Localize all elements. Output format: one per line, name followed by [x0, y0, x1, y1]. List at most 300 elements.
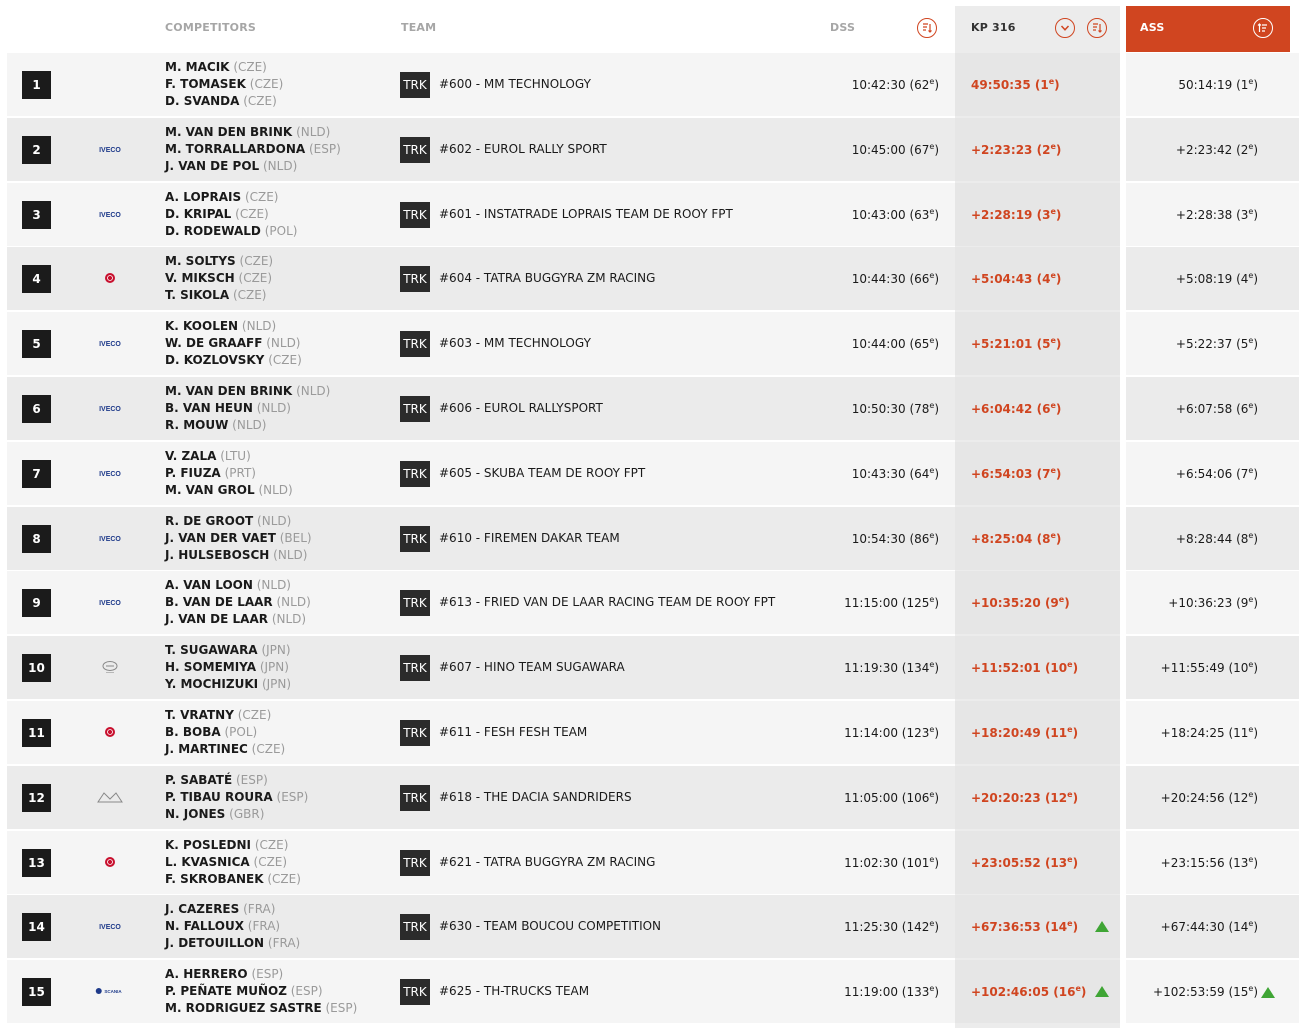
dss-position: (78	[909, 401, 930, 416]
ass-time-value: +20:24:56	[1160, 790, 1225, 805]
dss-time-value: 10:44:00	[851, 337, 906, 352]
crew-member	[165, 871, 301, 888]
ass-time	[1161, 790, 1258, 805]
ass-position: (8	[1236, 531, 1249, 546]
rank-badge: 12	[22, 784, 51, 812]
paren-close: )	[1253, 401, 1258, 416]
paren-close: )	[934, 531, 939, 546]
kp-time	[971, 142, 1061, 157]
kp-time-value: +2:28:19	[971, 207, 1033, 222]
crew-name: M. VAN DEN BRINK	[165, 124, 293, 139]
crew-nationality: (BEL)	[279, 530, 312, 545]
kp-time-value: +5:21:01	[971, 337, 1033, 352]
team-name[interactable]: #605 - SKUBA TEAM DE ROOY FPT	[439, 465, 646, 480]
crew-nationality: (CZE)	[239, 254, 274, 269]
kp-time	[971, 401, 1061, 416]
ordinal-suffix: e	[1067, 854, 1073, 864]
ordinal-suffix: e	[929, 530, 935, 540]
crew-member	[165, 611, 311, 628]
ordinal-suffix: e	[1248, 724, 1254, 734]
crew-name: J. HULSEBOSCH	[165, 547, 270, 562]
dss-position: (65	[909, 337, 930, 352]
paren-close: )	[1064, 596, 1070, 611]
kp-time-value: +2:23:23	[971, 142, 1033, 157]
crew-member	[165, 318, 302, 335]
paren-close: )	[1253, 596, 1258, 611]
crew-list	[165, 577, 311, 628]
kp-time	[971, 207, 1061, 222]
ordinal-suffix: e	[1248, 206, 1254, 216]
crew-nationality: (CZE)	[254, 837, 289, 852]
ordinal-suffix: e	[1067, 724, 1073, 734]
paren-close: )	[1253, 142, 1258, 157]
table-row[interactable]	[7, 636, 1299, 699]
ordinal-suffix: e	[1248, 271, 1254, 281]
kp-position: (9	[1044, 596, 1059, 611]
header-team: TEAM	[401, 21, 437, 34]
paren-close: )	[1253, 207, 1258, 222]
paren-close: )	[934, 142, 939, 157]
crew-nationality: (CZE)	[238, 271, 273, 286]
team-name[interactable]: #621 - TATRA BUGGYRA ZM RACING	[439, 854, 656, 869]
category-badge: TRK	[400, 526, 430, 552]
dss-time-value: 10:50:30	[851, 401, 906, 416]
crew-member	[165, 141, 341, 158]
paren-close: )	[1072, 661, 1079, 676]
dss-time	[844, 660, 939, 675]
crew-member	[165, 335, 302, 352]
hino-logo-icon	[101, 660, 119, 674]
crew-name: D. SVANDA	[165, 94, 240, 108]
kp-time	[971, 919, 1078, 934]
manufacturer-logo	[95, 788, 125, 806]
team-name[interactable]: #601 - INSTATRADE LOPRAIS TEAM DE ROOY FPT	[439, 206, 733, 221]
table-row[interactable]	[7, 766, 1299, 829]
table-row[interactable]	[7, 571, 1299, 634]
paren-close: )	[934, 272, 939, 287]
ordinal-suffix: e	[1048, 77, 1055, 86]
table-row[interactable]	[7, 312, 1299, 375]
crew-member	[165, 707, 285, 724]
ass-time	[1176, 271, 1258, 286]
kp-time-value: +20:20:23	[971, 790, 1041, 805]
ordinal-suffix: e	[1248, 984, 1254, 994]
crew-nationality: (CZE)	[232, 288, 267, 303]
crew-nationality: (ESP)	[276, 789, 309, 804]
ordinal-suffix: e	[929, 984, 935, 994]
crew-nationality: (CZE)	[268, 353, 302, 368]
dss-time	[852, 77, 939, 92]
table-row[interactable]	[7, 377, 1299, 440]
crew-name: K. POSLEDNI	[165, 837, 251, 852]
team-name[interactable]: #606 - EUROL RALLYSPORT	[439, 400, 603, 415]
category-badge: TRK	[400, 655, 430, 681]
category-badge: TRK	[400, 396, 430, 422]
ass-time	[1161, 919, 1258, 934]
dss-time-value: 11:05:00	[844, 790, 898, 805]
crew-name: M. VAN DEN BRINK	[165, 383, 293, 398]
ass-position: (2	[1236, 142, 1249, 157]
crew-member	[165, 983, 357, 1000]
ordinal-suffix: e	[929, 141, 935, 151]
position-up-arrow-icon	[1261, 987, 1275, 998]
ass-time-value: 50:14:19	[1178, 78, 1233, 92]
dss-position: (123	[901, 725, 930, 740]
ass-time-value: +18:24:25	[1160, 725, 1225, 740]
iveco-logo-icon	[95, 597, 125, 607]
ass-time	[1153, 984, 1258, 999]
team-name[interactable]: #613 - FRIED VAN DE LAAR RACING TEAM DE ROOY FPT	[439, 595, 776, 610]
crew-nationality: (CZE)	[244, 189, 279, 204]
crew-member	[165, 837, 301, 854]
dss-time	[844, 984, 939, 999]
paren-close: )	[1253, 855, 1258, 870]
crew-member	[165, 270, 273, 287]
ordinal-suffix: e	[1067, 789, 1073, 799]
table-row[interactable]	[7, 118, 1299, 181]
position-up-arrow-icon	[1095, 921, 1109, 932]
dss-time	[852, 336, 939, 351]
paren-close: )	[1253, 985, 1258, 1000]
crew-nationality: (GBR)	[229, 806, 265, 821]
ordinal-suffix: e	[1248, 465, 1254, 475]
ordinal-suffix: e	[929, 660, 935, 670]
kp-time-value: +18:20:49	[971, 725, 1041, 740]
dss-position: (106	[901, 790, 930, 805]
kp-position: (5	[1036, 337, 1051, 352]
kp-position: (6	[1036, 401, 1051, 416]
ass-position: (12	[1228, 790, 1249, 805]
dss-position: (63	[909, 207, 930, 222]
ass-time-value: +10:36:23	[1168, 596, 1233, 611]
manufacturer-logo	[95, 917, 125, 935]
crew-member	[165, 530, 312, 547]
crew-member	[165, 594, 311, 611]
crew-name: A. VAN LOON	[165, 578, 253, 593]
crew-member	[165, 253, 273, 270]
ordinal-suffix: e	[1050, 141, 1056, 151]
team-name[interactable]: #600 - MM TECHNOLOGY	[439, 77, 591, 91]
crew-list	[165, 189, 297, 240]
kp-position: (10	[1044, 661, 1068, 676]
crew-list	[165, 966, 357, 1017]
table-row[interactable]	[7, 247, 1299, 310]
dss-time-value: 11:19:00	[844, 985, 898, 1000]
crew-member	[165, 465, 293, 482]
ordinal-suffix: e	[1050, 465, 1056, 475]
crew-nationality: (LTU)	[220, 448, 251, 463]
team-name[interactable]: #607 - HINO TEAM SUGAWARA	[439, 660, 625, 675]
paren-close: )	[1253, 725, 1258, 740]
kp-time	[971, 595, 1070, 610]
kp-sort-button[interactable]	[1087, 18, 1107, 38]
ass-position: (13	[1228, 855, 1249, 870]
crew-list	[165, 124, 341, 175]
team-name[interactable]: #610 - FIREMEN DAKAR TEAM	[439, 530, 620, 545]
crew-nationality: (JPN)	[261, 677, 292, 692]
kp-position: (3	[1036, 207, 1051, 222]
crew-member	[165, 918, 300, 935]
crew-nationality: (POL)	[264, 223, 298, 238]
table-row[interactable]	[7, 701, 1299, 764]
crew-nationality: (NLD)	[232, 417, 267, 432]
ass-time	[1176, 336, 1258, 351]
dss-time	[852, 401, 939, 416]
table-row[interactable]	[7, 442, 1299, 505]
ordinal-suffix: e	[929, 400, 935, 410]
manufacturer-logo	[95, 269, 125, 287]
crew-nationality: (NLD)	[241, 319, 277, 334]
category-badge: TRK	[400, 202, 430, 228]
crew-name: R. MOUW	[165, 417, 229, 432]
paren-close: )	[1072, 725, 1079, 740]
iveco-logo-icon	[95, 209, 125, 219]
crew-nationality: (FRA)	[243, 902, 276, 917]
svg-text:IVECO: IVECO	[99, 211, 121, 219]
crew-list	[165, 901, 300, 952]
team-name[interactable]: #618 - THE DACIA SANDRIDERS	[439, 789, 632, 804]
dss-time	[852, 271, 939, 286]
kp-time	[971, 725, 1078, 740]
crew-nationality: (NLD)	[258, 482, 293, 497]
dss-time-value: 10:44:30	[851, 272, 906, 287]
crew-list	[165, 707, 285, 758]
man-logo-icon	[96, 790, 124, 804]
table-row[interactable]	[7, 960, 1299, 1023]
ass-position: (15	[1228, 985, 1249, 1000]
team-name[interactable]: #603 - MM TECHNOLOGY	[439, 336, 591, 351]
tatra-logo-icon	[104, 726, 116, 738]
paren-close: )	[1055, 142, 1062, 157]
crew-name: J. DETOUILLON	[165, 936, 265, 951]
paren-close: )	[1253, 661, 1258, 676]
paren-close: )	[1253, 78, 1258, 92]
crew-member	[165, 93, 283, 110]
kp-time-value: +11:52:01	[971, 661, 1041, 676]
crew-member	[165, 383, 330, 400]
kp-time	[971, 77, 1060, 92]
ordinal-suffix: e	[1248, 854, 1254, 864]
kp-time-value: +67:36:53	[971, 920, 1041, 935]
rank-badge: 5	[22, 330, 51, 358]
crew-nationality: (CZE)	[235, 206, 269, 221]
ass-position: (5	[1236, 337, 1249, 352]
paren-close: )	[1253, 790, 1258, 805]
crew-member	[165, 513, 312, 530]
rank-badge: 9	[22, 589, 51, 617]
paren-close: )	[1253, 531, 1258, 546]
ass-time	[1176, 142, 1258, 157]
kp-dropdown-button[interactable]	[1055, 18, 1075, 38]
ordinal-suffix: e	[1050, 206, 1056, 216]
crew-nationality: (CZE)	[251, 741, 286, 756]
crew-member	[165, 206, 297, 223]
team-name[interactable]: #602 - EUROL RALLY SPORT	[439, 141, 607, 156]
dss-sort-button[interactable]	[917, 18, 937, 38]
crew-name: P. FIUZA	[165, 465, 221, 480]
manufacturer-logo	[95, 658, 125, 676]
paren-close: )	[1072, 790, 1079, 805]
crew-name: P. PEÑATE MUÑOZ	[165, 984, 287, 999]
paren-close: )	[1072, 855, 1079, 870]
crew-nationality: (ESP)	[325, 1001, 358, 1016]
ass-time-value: +67:44:30	[1160, 920, 1225, 935]
crew-nationality: (NLD)	[256, 578, 291, 593]
crew-member	[165, 189, 297, 206]
crew-list	[165, 253, 273, 304]
manufacturer-logo	[95, 334, 125, 352]
ordinal-suffix: e	[1067, 660, 1073, 670]
crew-name: T. SIKOLA	[165, 288, 230, 303]
paren-close: )	[1253, 466, 1258, 481]
dss-position: (67	[909, 142, 930, 157]
paren-close: )	[934, 78, 939, 92]
dss-time	[844, 595, 939, 610]
kp-time-value: +10:35:20	[971, 596, 1041, 611]
ordinal-suffix: e	[929, 854, 935, 864]
crew-name: A. LOPRAIS	[165, 189, 242, 204]
paren-close: )	[934, 207, 939, 222]
crew-member	[165, 577, 311, 594]
ordinal-suffix: e	[929, 77, 935, 86]
ordinal-suffix: e	[929, 465, 935, 475]
results-table	[7, 53, 1299, 1025]
crew-nationality: (NLD)	[296, 124, 331, 139]
ass-header	[1126, 6, 1290, 52]
ordinal-suffix: e	[929, 724, 935, 734]
manufacturer-logo	[95, 723, 125, 741]
ass-time	[1168, 595, 1258, 610]
header-competitors: COMPETITORS	[165, 21, 256, 34]
category-badge: TRK	[400, 850, 430, 876]
header-ass: ASS	[1140, 21, 1165, 34]
ass-time-value: +6:54:06	[1175, 466, 1233, 481]
team-name[interactable]: #611 - FESH FESH TEAM	[439, 724, 588, 739]
crew-nationality: (NLD)	[271, 612, 307, 627]
dss-time	[844, 790, 939, 805]
paren-close: )	[934, 790, 939, 805]
iveco-logo-icon	[95, 468, 125, 478]
table-row[interactable]	[7, 183, 1299, 246]
crew-nationality: (FRA)	[267, 936, 301, 951]
kp-position: (16	[1053, 985, 1076, 1000]
category-badge: TRK	[400, 461, 430, 487]
crew-name: J. VAN DE POL	[165, 158, 260, 173]
svg-text:IVECO: IVECO	[99, 924, 121, 932]
crew-nationality: (CZE)	[249, 77, 284, 91]
ordinal-suffix: e	[1067, 919, 1073, 929]
dss-time-value: 10:43:00	[851, 207, 906, 222]
paren-close: )	[1072, 920, 1079, 935]
crew-list	[165, 318, 302, 369]
ordinal-suffix: e	[1050, 336, 1056, 346]
ordinal-suffix: e	[1248, 660, 1254, 670]
ordinal-suffix: e	[1248, 789, 1254, 799]
dss-position: (86	[909, 531, 930, 546]
crew-nationality: (CZE)	[267, 871, 301, 886]
paren-close: )	[1253, 272, 1258, 287]
dss-position: (125	[901, 596, 930, 611]
iveco-logo-icon	[95, 403, 125, 413]
dss-time-value: 10:45:00	[851, 142, 906, 157]
kp-position: (4	[1036, 272, 1051, 287]
crew-member	[165, 676, 291, 693]
ass-position: (1	[1236, 78, 1249, 92]
crew-member	[165, 642, 291, 659]
ass-time	[1161, 725, 1258, 740]
crew-member	[165, 482, 293, 499]
crew-nationality: (JPN)	[259, 660, 289, 675]
dss-time-value: 11:19:30	[844, 661, 898, 676]
manufacturer-logo	[95, 464, 125, 482]
kp-time	[971, 466, 1061, 481]
dss-time	[852, 531, 939, 546]
crew-member	[165, 59, 283, 76]
ordinal-suffix: e	[929, 206, 935, 216]
team-name[interactable]: #625 - TH-TRUCKS TEAM	[439, 984, 590, 999]
team-name[interactable]: #604 - TATRA BUGGYRA ZM RACING	[439, 271, 656, 286]
iveco-logo-icon	[95, 338, 125, 348]
svg-text:IVECO: IVECO	[99, 535, 121, 543]
paren-close: )	[1055, 207, 1062, 222]
paren-close: )	[1055, 272, 1062, 287]
table-row[interactable]	[7, 895, 1299, 958]
kp-position: (12	[1044, 790, 1068, 805]
dss-position: (101	[901, 855, 930, 870]
team-name[interactable]: #630 - TEAM BOUCOU COMPETITION	[439, 919, 662, 934]
crew-nationality: (NLD)	[276, 595, 311, 610]
category-badge: TRK	[400, 331, 430, 357]
ass-time-value: +11:55:49	[1160, 661, 1225, 676]
ass-time	[1176, 466, 1258, 481]
dss-position: (134	[901, 661, 930, 676]
crew-name: N. JONES	[165, 806, 226, 821]
iveco-logo-icon	[95, 921, 125, 931]
crew-member	[165, 76, 283, 93]
crew-list	[165, 383, 330, 434]
paren-close: )	[1055, 466, 1062, 481]
paren-close: )	[934, 661, 939, 676]
manufacturer-logo	[95, 853, 125, 871]
crew-nationality: (ESP)	[290, 984, 323, 999]
crew-list	[165, 59, 283, 110]
crew-name: M. VAN GROL	[165, 482, 255, 497]
dss-time	[852, 207, 939, 222]
dss-time-value: 10:54:30	[851, 531, 906, 546]
crew-list	[165, 642, 291, 693]
ass-sort-button[interactable]	[1253, 18, 1273, 38]
kp-position: (8	[1036, 531, 1051, 546]
table-row[interactable]	[7, 53, 1299, 116]
crew-member	[165, 1000, 357, 1017]
sort-icon	[1257, 22, 1269, 34]
crew-name: B. VAN DE LAAR	[165, 595, 273, 610]
table-row[interactable]	[7, 831, 1299, 894]
crew-list	[165, 448, 293, 499]
crew-member	[165, 806, 308, 823]
crew-list	[165, 772, 308, 823]
ordinal-suffix: e	[929, 919, 935, 929]
crew-nationality: (PRT)	[224, 465, 256, 480]
dss-time	[844, 919, 939, 934]
ass-position: (11	[1228, 725, 1249, 740]
crew-nationality: (NLD)	[257, 513, 292, 528]
crew-nationality: (CZE)	[237, 707, 272, 722]
paren-close: )	[934, 596, 939, 611]
kp-time	[971, 855, 1078, 870]
table-row[interactable]	[7, 507, 1299, 570]
dss-position: (66	[909, 272, 930, 287]
